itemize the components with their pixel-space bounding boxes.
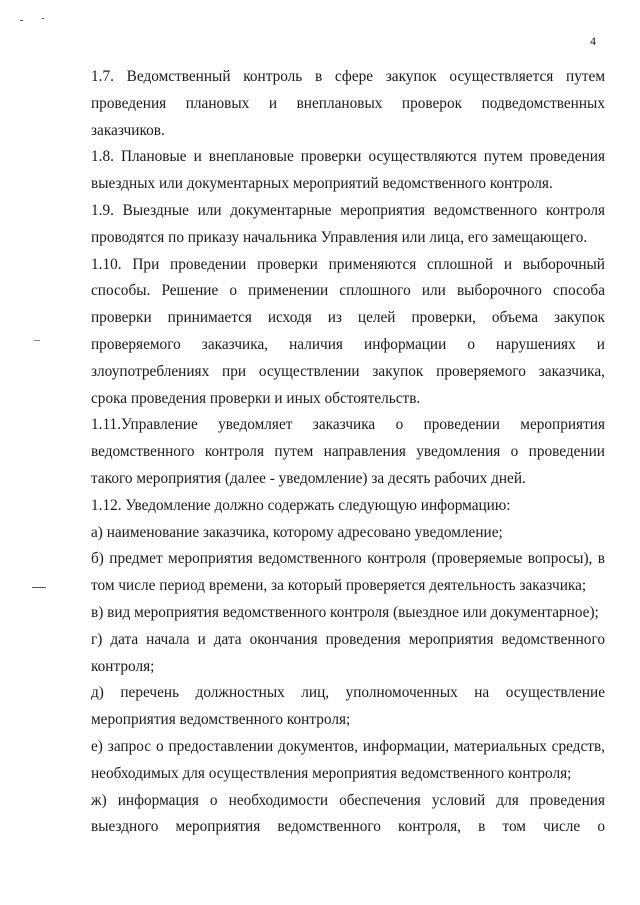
text-line: том числе период времени, за который проверяется деятельность заказчика; <box>91 577 587 595</box>
text-line: 1.9. Выездные или документарные мероприятия ведомственного контроля <box>91 201 605 219</box>
paragraph-p1-10 <box>91 252 605 413</box>
text-line: такого мероприятия (далее - уведомление) за десять рабочих дней. <box>91 469 526 487</box>
page-number: 4 <box>590 34 596 48</box>
text-line: проверки принимается исходя из целей проверки, объема закупок <box>91 309 605 327</box>
paragraph-p-e <box>91 734 605 788</box>
text-line: необходимых для осуществления мероприятия ведомственного контроля; <box>91 764 572 782</box>
text-line: ж) информация о необходимости обеспечения условий для проведения <box>91 791 605 809</box>
paragraph-p-b <box>91 546 605 600</box>
text-line: 1.8. Плановые и внеплановые проверки осуществляются путем проведения <box>91 148 605 166</box>
text-line: 1.10. При проведении проверки применяются сплошной и выборочный <box>91 255 605 273</box>
text-line: мероприятия ведомственного контроля; <box>91 711 351 729</box>
scan-artifact-mark <box>32 587 46 588</box>
text-line: срока проведения проверки и иных обстоятельств. <box>91 389 421 407</box>
text-line: выездных или документарных мероприятий ведомственного контроля. <box>91 175 553 193</box>
text-line: проверяемого заказчика, наличия информации о нарушениях и <box>91 335 605 353</box>
scan-artifact-mark <box>20 20 23 21</box>
text-line: проведения плановых и внеплановых проверок подведомственных <box>91 94 605 112</box>
text-line: в) вид мероприятия ведомственного контроля (выездное или документарное); <box>91 603 599 621</box>
text-line: е) запрос о предоставлении документов, информации, материальных средств, <box>91 737 605 755</box>
paragraph-p-d <box>91 680 605 734</box>
text-line: б) предмет мероприятия ведомственного контроля (проверяемые вопросы), в <box>91 550 605 568</box>
paragraph-p-g <box>91 627 605 681</box>
text-line: способы. Решение о применении сплошного или выборочного способа <box>91 282 605 300</box>
text-line: г) дата начала и дата окончания проведения мероприятия ведомственного <box>91 630 605 648</box>
text-line: д) перечень должностных лиц, уполномоченных на осуществление <box>91 684 605 702</box>
scan-artifact-mark <box>42 18 44 19</box>
paragraph-p-v <box>91 600 605 627</box>
text-line: 1.7. Ведомственный контроль в сфере закупок осуществляется путем <box>91 68 605 85</box>
text-line: злоупотреблениях при осуществлении закупок проверяемого заказчика, <box>91 362 605 380</box>
text-line: ведомственного контроля путем направления уведомления о проведении <box>91 443 605 461</box>
paragraph-p-a <box>91 520 605 547</box>
paragraph-p1-9 <box>91 198 605 252</box>
document-body <box>91 64 605 841</box>
text-line: а) наименование заказчика, которому адресовано уведомление; <box>91 523 503 541</box>
paragraph-p-zh <box>91 788 605 842</box>
paragraph-p1-12 <box>91 493 605 520</box>
text-line: проводятся по приказу начальника Управления или лица, его замещающего. <box>91 228 588 246</box>
text-line: выездного мероприятия ведомственного контроля, в том числе о <box>91 818 605 836</box>
text-line: контроля; <box>91 657 155 675</box>
text-line: 1.12. Уведомление должно содержать следующую информацию: <box>91 496 511 514</box>
paragraph-p1-11 <box>91 412 605 492</box>
scan-artifact-mark <box>34 340 40 341</box>
paragraph-p1-7 <box>91 64 605 144</box>
text-line: 1.11.Управление уведомляет заказчика о проведении мероприятия <box>91 416 605 434</box>
paragraph-p1-8 <box>91 144 605 198</box>
text-line: заказчиков. <box>91 121 165 139</box>
